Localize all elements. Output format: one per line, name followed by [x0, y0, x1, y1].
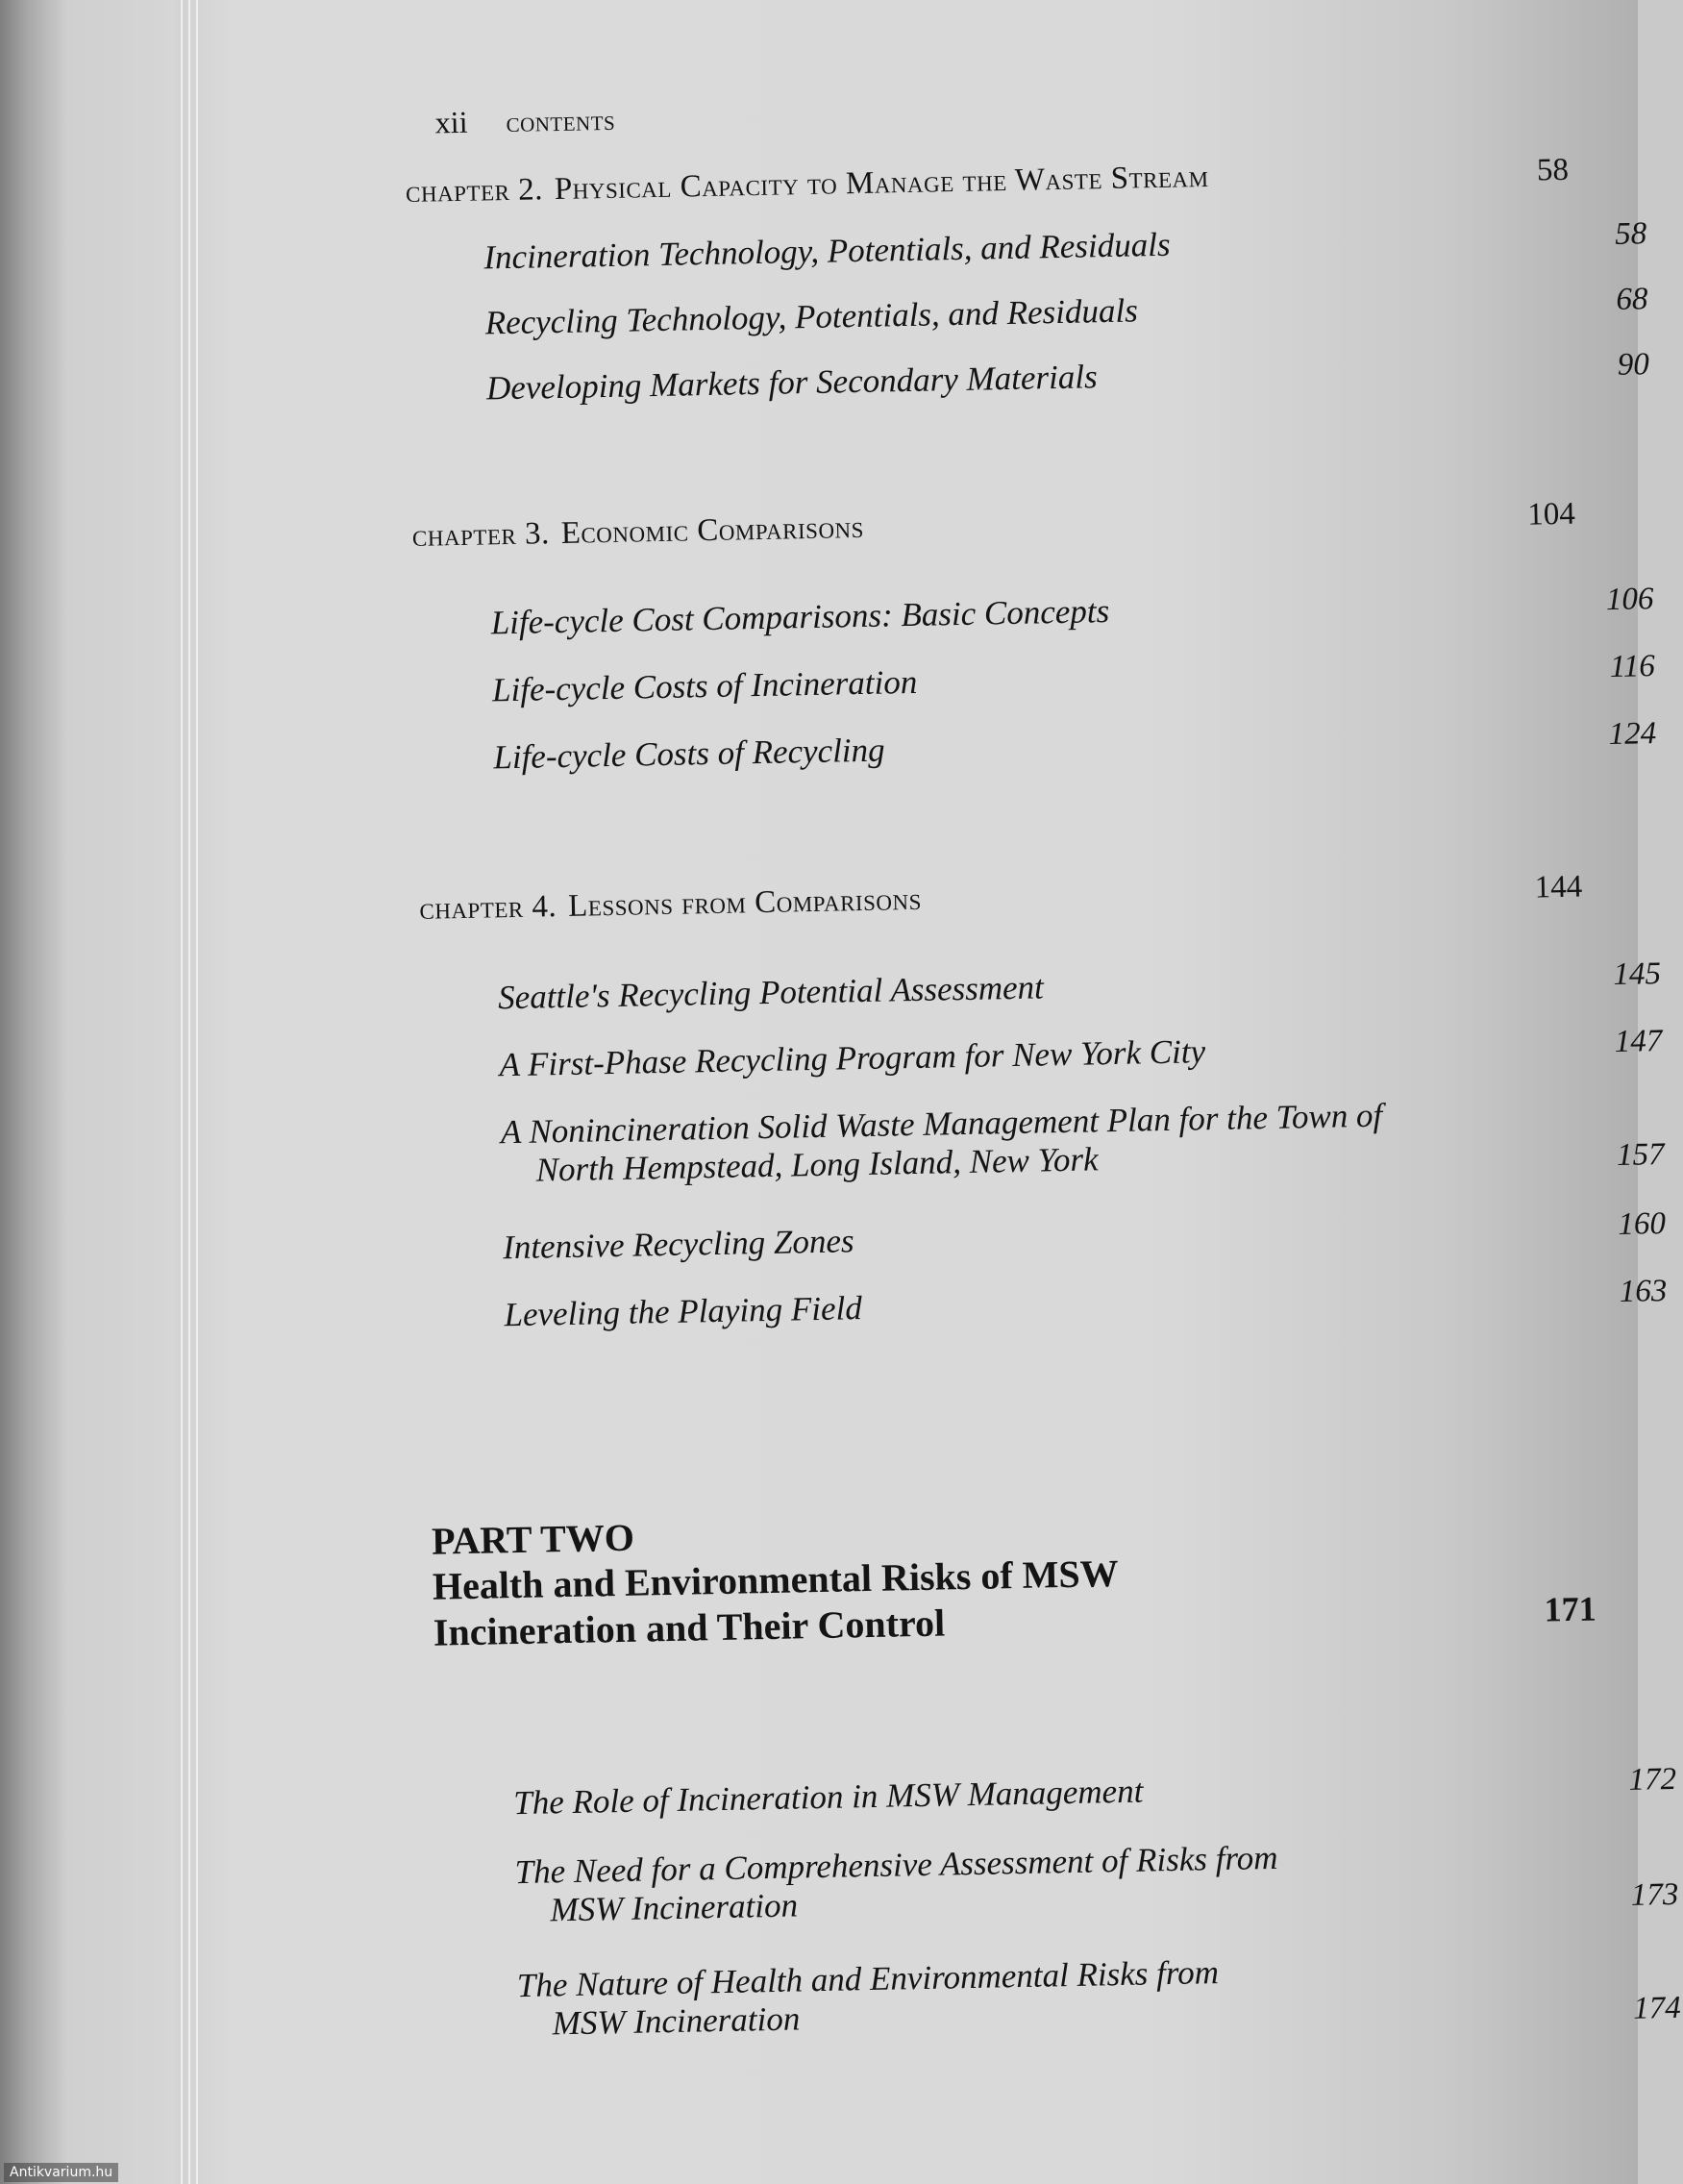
chapter-title: Economic Comparisons: [560, 509, 865, 551]
page-number: 124: [1608, 716, 1657, 753]
chapter-title: Lessons from Comparisons: [567, 881, 923, 924]
section-title: Recycling Technology, Potentials, and Residuals: [484, 291, 1139, 342]
toc-section-entry[interactable]: [416, 716, 1657, 779]
toc-section-entry[interactable]: [440, 1945, 1681, 2046]
section-title: Life-cycle Cost Comparisons: Basic Concepts: [490, 592, 1110, 642]
chapter-4-entry[interactable]: [419, 870, 1582, 928]
page-number: 160: [1618, 1206, 1667, 1242]
page-number: 58: [1536, 152, 1570, 188]
section-title: A Nonincineration Solid Waste Management Plan for the Town of: [500, 1096, 1383, 1152]
chapter-label: chapter 3.: [411, 516, 551, 554]
page-number: 171: [1544, 1589, 1597, 1629]
page-number: 90: [1617, 347, 1650, 383]
section-title: A First-Phase Recycling Program for New York City: [499, 1032, 1206, 1084]
toc-section-entry[interactable]: [424, 1091, 1665, 1192]
page-number: 104: [1526, 496, 1576, 533]
page-number: 106: [1605, 582, 1654, 618]
part-two-entry[interactable]: [432, 1496, 1597, 1655]
section-title-continuation: MSW Incineration: [552, 1999, 801, 2043]
section-title-continuation: North Hempstead, Long Island, New York: [535, 1140, 1099, 1189]
contents-page: [404, 63, 1681, 2163]
toc-section-entry[interactable]: [421, 956, 1662, 1019]
section-title: Leveling the Playing Field: [504, 1289, 863, 1334]
toc-section-entry[interactable]: [426, 1206, 1667, 1269]
page-number: 172: [1628, 1761, 1677, 1798]
section-title: Life-cycle Costs of Incineration: [491, 662, 918, 709]
page-number: 173: [1630, 1876, 1679, 1913]
section-title: Incineration Technology, Potentials, and Residuals: [483, 225, 1171, 277]
page-edge: [181, 0, 183, 2184]
toc-section-entry[interactable]: [408, 282, 1648, 344]
section-title: Seattle's Recycling Potential Assessment: [497, 968, 1045, 1017]
chapter-label: chapter 2.: [405, 172, 544, 210]
toc-section-entry[interactable]: [427, 1274, 1668, 1336]
section-title: The Role of Incineration in MSW Management: [512, 1772, 1144, 1823]
section-title-continuation: MSW Incineration: [550, 1886, 799, 1929]
chapter-3-entry[interactable]: [412, 497, 1575, 555]
toc-section-entry[interactable]: [436, 1762, 1677, 1824]
chapter-2-entry[interactable]: [406, 153, 1569, 211]
part-title-line: Incineration and Their Control: [433, 1601, 946, 1654]
toc-section-entry[interactable]: [415, 649, 1656, 711]
page-number: 163: [1619, 1274, 1668, 1309]
page-number: 145: [1613, 956, 1662, 993]
toc-section-entry[interactable]: [422, 1024, 1663, 1086]
page-number: 144: [1534, 869, 1583, 906]
chapter-label: chapter 4.: [419, 889, 557, 927]
page-number: 116: [1609, 649, 1656, 685]
section-title: The Nature of Health and Environmental Risks from: [516, 1953, 1220, 2005]
section-title: Developing Markets for Secondary Materials: [485, 358, 1099, 408]
page-roman-numeral: xii: [434, 104, 468, 140]
page-number: 58: [1614, 216, 1647, 252]
toc-section-entry[interactable]: [409, 347, 1650, 410]
page-number: 68: [1616, 282, 1648, 317]
part-title-line: Health and Environmental Risks of MSW: [432, 1551, 1120, 1608]
page-number: 147: [1614, 1024, 1663, 1059]
toc-section-entry[interactable]: [437, 1831, 1678, 1932]
page-number: 174: [1632, 1990, 1681, 2026]
section-title: The Need for a Comprehensive Assessment of Risks from: [514, 1838, 1278, 1892]
section-title: Intensive Recycling Zones: [502, 1222, 854, 1267]
watermark: Antikvarium.hu: [4, 2163, 118, 2182]
running-head: [434, 102, 615, 141]
section-title: Life-cycle Costs of Recycling: [493, 731, 885, 777]
chapter-title: Physical Capacity to Manage the Waste Stream: [554, 159, 1209, 208]
page-number: 157: [1616, 1137, 1665, 1173]
running-head-title: contents: [506, 104, 616, 138]
part-label: PART TWO: [431, 1515, 635, 1563]
page-edge: [188, 0, 190, 2184]
page-edge: [196, 0, 198, 2184]
toc-section-entry[interactable]: [413, 582, 1654, 644]
toc-section-entry[interactable]: [407, 216, 1647, 279]
